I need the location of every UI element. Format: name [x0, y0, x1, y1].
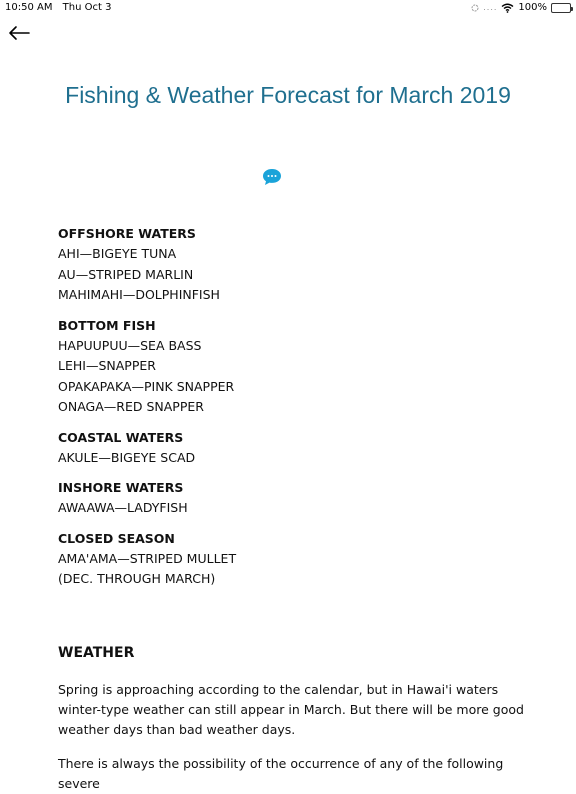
status-time: 10:50 AM [5, 2, 53, 13]
section-coastal [58, 428, 528, 469]
chat-bubble-icon [262, 168, 282, 186]
back-button[interactable] [6, 20, 32, 46]
list-item: LEHI—SNAPPER [58, 358, 156, 373]
comment-button[interactable] [262, 168, 282, 186]
list-item: AHI—BIGEYE TUNA [58, 246, 177, 261]
section-heading: COASTAL WATERS [58, 429, 184, 445]
signal-dots-icon: .... [483, 3, 498, 12]
wifi-icon [501, 3, 514, 13]
arrow-left-icon [8, 25, 30, 41]
section-heading: OFFSHORE WATERS [58, 226, 196, 241]
battery-icon [551, 3, 571, 13]
list-item: OPAKAPAKA—PINK SNAPPER [58, 378, 235, 394]
section-bottom-fish [58, 316, 528, 418]
section-closed-season [58, 529, 528, 590]
battery-percent: 100% [518, 2, 547, 13]
section-inshore [58, 478, 528, 519]
status-bar [0, 0, 576, 16]
page-title: Fishing & Weather Forecast for March 2019 [65, 82, 511, 108]
section-offshore [58, 224, 528, 306]
list-item: ONAGA—RED SNAPPER [58, 399, 204, 414]
list-item: AMA'AMA—STRIPED MULLET [58, 550, 237, 566]
species-list [58, 224, 528, 600]
weather-paragraph: Spring is approaching according to the calendar, but in Hawai'i waters winter-type weather can still appear in March. But there will be more good weather days than bad weather days. [58, 682, 524, 737]
list-item: MAHIMAHI—DOLPHINFISH [58, 287, 220, 302]
weather-paragraph: There is always the possibility of the occurrence of any of the following severe [58, 756, 504, 791]
section-heading: BOTTOM FISH [58, 317, 156, 333]
list-item: HAPUUPUU—SEA BASS [58, 337, 202, 353]
status-right [471, 2, 571, 13]
section-heading: CLOSED SEASON [58, 530, 175, 546]
loading-icon [471, 4, 479, 12]
list-item: AKULE—BIGEYE SCAD [58, 449, 196, 465]
weather-heading: WEATHER [58, 645, 135, 661]
list-item: AWAAWA—LADYFISH [58, 500, 188, 515]
list-item: AU—STRIPED MARLIN [58, 266, 194, 282]
status-date: Thu Oct 3 [62, 2, 112, 13]
list-item: (DEC. THROUGH MARCH) [58, 571, 216, 586]
status-left [5, 2, 118, 13]
section-heading: INSHORE WATERS [58, 480, 184, 495]
